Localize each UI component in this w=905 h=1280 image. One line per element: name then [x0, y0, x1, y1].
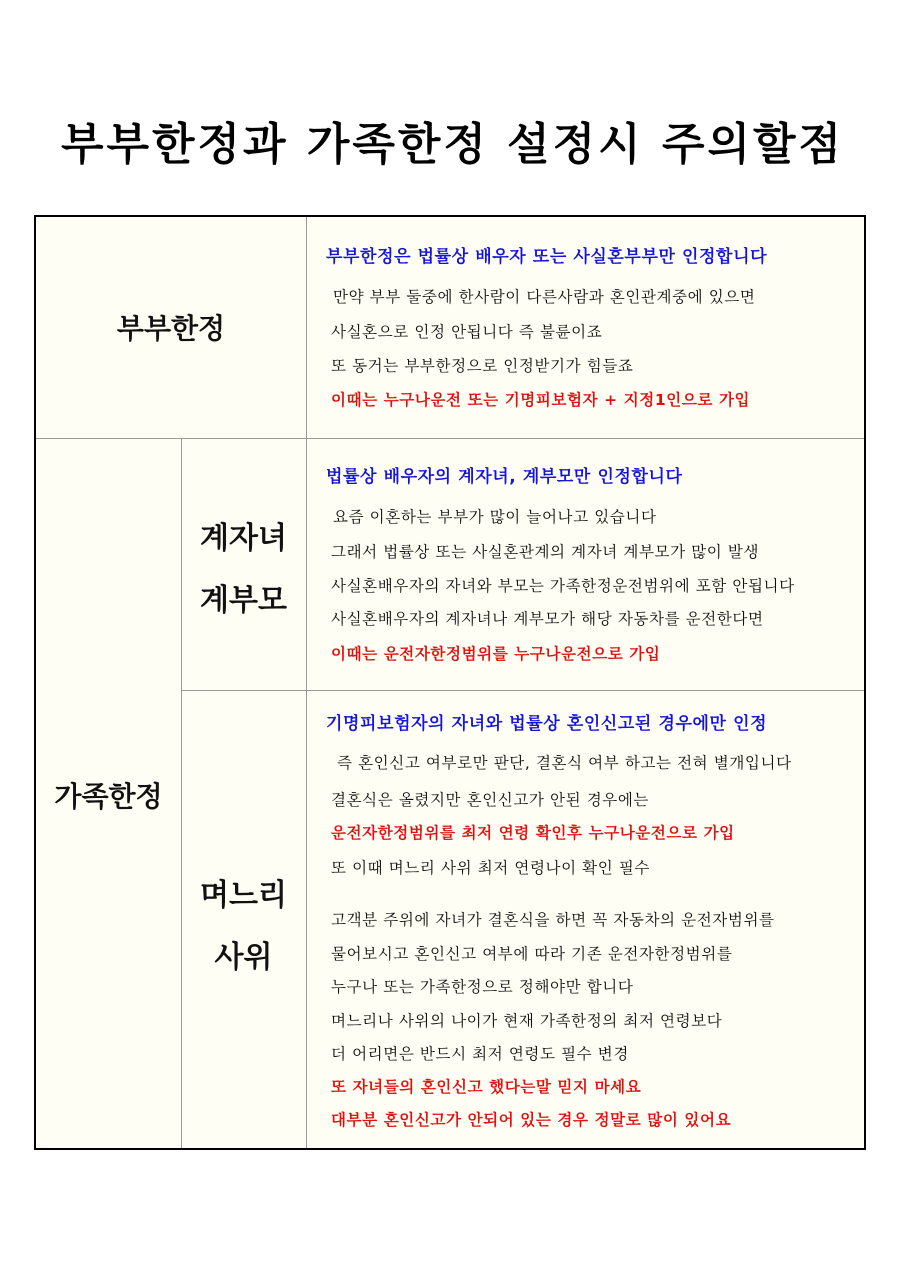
- couple-line: 만약 부부 둘중에 한사람이 다른사람과 혼인관계중에 있으면: [333, 288, 756, 306]
- inlaw-line: 며느리나 사위의 나이가 현재 가족한정의 최저 연령보다: [331, 1012, 723, 1030]
- step-line: 요즘 이혼하는 부부가 많이 늘어나고 있습니다: [333, 508, 657, 526]
- step-label-line2: 계부모: [200, 583, 287, 618]
- couple-line: 사실혼으로 인정 안됩니다 즉 불륜이죠: [331, 323, 603, 341]
- inlaw-line: 물어보시고 혼인신고 여부에 따라 기존 운전자한정범위를: [331, 945, 733, 963]
- inlaw-line: 고객분 주위에 자녀가 결혼식을 하면 꼭 자동차의 운전자범위를: [331, 911, 775, 929]
- step-line: 사실혼배우자의 계자녀나 계부모가 해당 자동차를 운전한다면: [331, 610, 764, 628]
- inlaw-heading: 기명피보험자의 자녀와 법률상 혼인신고된 경우에만 인정: [326, 714, 768, 734]
- inlaw-line: 결혼식은 올렸지만 혼인신고가 안된 경우에는: [331, 791, 649, 809]
- family-label: 가족한정: [54, 780, 163, 813]
- step-note: 이때는 운전자한정범위를 누구나운전으로 가입: [331, 645, 661, 663]
- inlaw-line: 즉 혼인신고 여부로만 판단, 결혼식 여부 하고는 전혀 별개입니다: [337, 754, 792, 772]
- row-divider: [36, 438, 864, 439]
- inlaw-note: 대부분 혼인신고가 안되어 있는 경우 정말로 많이 있어요: [331, 1111, 732, 1129]
- step-line: 사실혼배우자의 자녀와 부모는 가족한정운전범위에 포함 안됩니다: [331, 577, 795, 595]
- inlaw-line: 누구나 또는 가족한정으로 정해야만 합니다: [331, 978, 634, 996]
- page-title: 부부한정과 가족한정 설정시 주의할점: [60, 119, 845, 170]
- inlaw-label-line2: 사위: [214, 940, 273, 975]
- row-divider: [181, 690, 864, 691]
- step-label-line1: 계자녀: [200, 521, 287, 556]
- couple-line: 또 동거는 부부한정으로 인정받기가 힘들죠: [331, 357, 634, 375]
- column-divider: [306, 217, 307, 1148]
- inlaw-line: 더 어리면은 반드시 최저 연령도 필수 변경: [331, 1045, 629, 1063]
- inlaw-note: 또 자녀들의 혼인신고 했다는말 믿지 마세요: [331, 1078, 642, 1096]
- couple-heading: 부부한정은 법률상 배우자 또는 사실혼부부만 인정합니다: [326, 247, 768, 267]
- couple-note: 이때는 누구나운전 또는 기명피보험자 + 지정1인으로 가입: [331, 391, 751, 409]
- inlaw-label-line1: 며느리: [200, 878, 287, 913]
- step-line: 그래서 법률상 또는 사실혼관계의 계자녀 계부모가 많이 발생: [331, 543, 760, 561]
- inlaw-note: 운전자한정범위를 최저 연령 확인후 누구나운전으로 가입: [331, 824, 735, 842]
- couple-label: 부부한정: [116, 312, 226, 345]
- inlaw-line: 또 이때 며느리 사위 최저 연령나이 확인 필수: [331, 859, 651, 877]
- step-heading: 법률상 배우자의 계자녀, 계부모만 인정합니다: [326, 467, 683, 487]
